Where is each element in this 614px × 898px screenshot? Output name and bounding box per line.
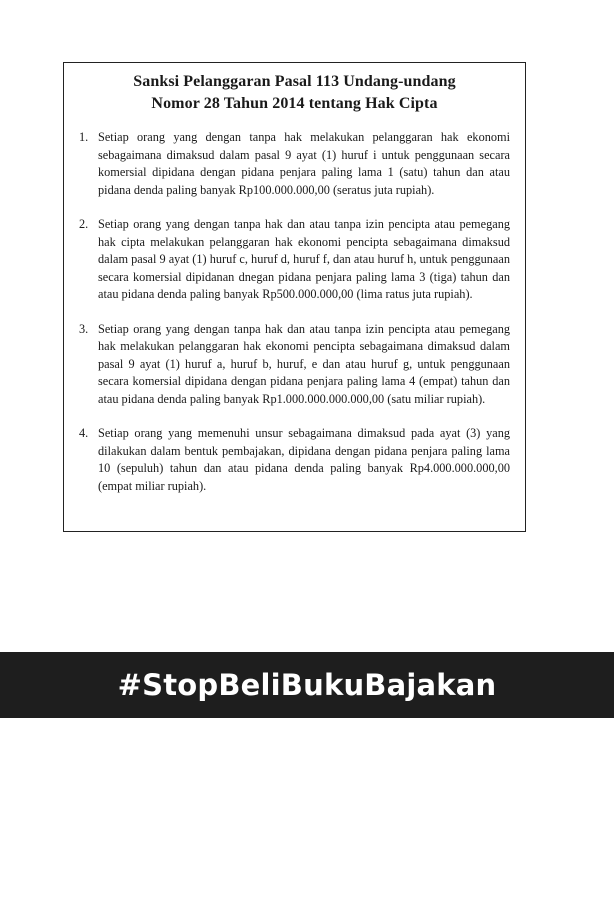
clause-number: 2. [79, 217, 89, 231]
copyright-notice-box [63, 62, 526, 532]
clause-item-2 [79, 216, 510, 304]
clause-text: Setiap orang yang dengan tanpa hak dan atau tanpa izin pencipta atau pemegang hak cipta melakukan pelanggaran hak ekonomi pencipta sebagaimana dimaksud dalam pasal 9 ayat (1) huruf c, huruf d, huruf f, dan atau huruf h, untuk penggunaan secara komersial dipidanan dnegan pidana penjara paling lama 3 (tiga) tahun dan atau pidana denda paling banyak Rp500.000.000,00 (lima ratus juta rupiah). [98, 217, 510, 301]
clause-number: 1. [79, 130, 89, 144]
clause-item-1 [79, 129, 510, 199]
clause-text: Setiap orang yang dengan tanpa hak dan atau tanpa izin pencipta atau pemegang hak melakukan pelanggaran hak ekonomi pencipta sebagaimana dimaksud dalam pasal 9 ayat (1) huruf a, huruf b, huruf, e dan atau huruf g, untuk penggunaan secara komersial dipidana dengan pidana penjara paling lama 4 (empat) tahun dan atau pidana denda paling banyak Rp1.000.000.000.000,00 (satu miliar rupiah). [98, 321, 510, 406]
clause-item-3 [79, 321, 510, 409]
clause-number: 4. [79, 426, 89, 440]
notice-title-line-2: Nomor 28 Tahun 2014 tentang Hak Cipta [151, 95, 438, 112]
clause-text: Setiap orang yang dengan tanpa hak melakukan pelanggaran hak ekonomi sebagaimana dimaksud dalam pasal 9 ayat (1) huruf i untuk penggunaan secara komersial dipidana dengan pidana penjara paling lama 1 (satu) tahun dan atau pidana denda paling banyak Rp100.000.000,00 (seratus juta rupiah). [98, 130, 510, 197]
notice-title-line-1: Sanksi Pelanggaran Pasal 113 Undang-undang [133, 73, 456, 90]
clause-list [79, 129, 510, 495]
notice-title [79, 71, 510, 115]
clause-item-4 [79, 425, 510, 495]
clause-text: Setiap orang yang memenuhi unsur sebagaimana dimaksud pada ayat (3) yang dilakukan dalam bentuk pembajakan, dipidana dengan pidana penjara paling lama 10 (sepuluh) tahun dan atau pidana denda paling banyak Rp4.000.000.000,00 (empat miliar rupiah). [98, 426, 510, 493]
hashtag-banner-text: #StopBeliBukuBajakan [117, 668, 497, 702]
clause-number: 3. [79, 321, 89, 336]
hashtag-banner [0, 652, 614, 718]
